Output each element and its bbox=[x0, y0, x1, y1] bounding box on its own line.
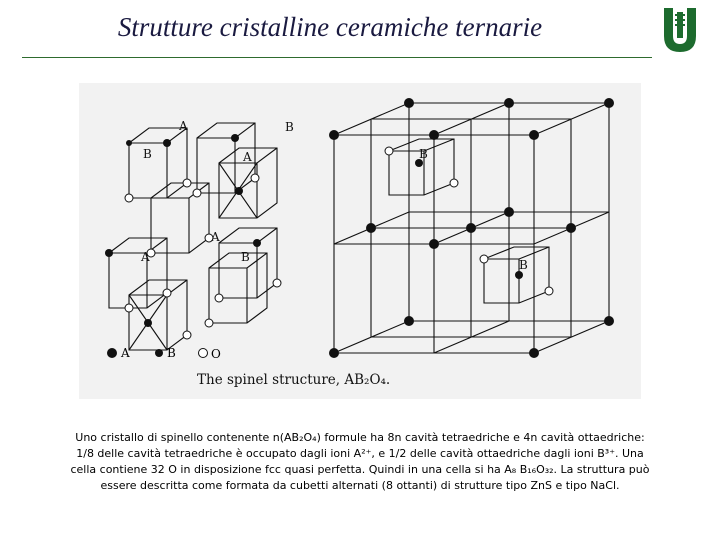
small-cube-lower-left bbox=[109, 238, 167, 308]
cube-label-7: A bbox=[211, 230, 220, 244]
cube-label-3: B bbox=[143, 147, 152, 161]
small-cube-bottom-left bbox=[129, 280, 187, 350]
body-line-1: Uno cristallo di spinello contenente n(AB₂O₄) formule ha 8n cavità tetraedriche e 4n cavità ottaedriche: bbox=[75, 431, 645, 444]
cube-label-1: A bbox=[179, 119, 188, 133]
legend-o: O bbox=[211, 347, 221, 361]
legend bbox=[107, 346, 221, 361]
small-cube-bottom-right bbox=[209, 253, 267, 323]
cube-label-6: B bbox=[241, 250, 250, 264]
body-line-3: cella contiene 32 O in disposizione fcc quasi perfetta. Quindi in una cella si ha A₈ B₁₆O₃₂. La struttura può bbox=[70, 463, 650, 476]
cube-label-9: B bbox=[519, 258, 528, 272]
cube-label-2: B bbox=[285, 120, 294, 134]
legend-a: A bbox=[121, 346, 130, 360]
figure-caption: The spinel structure, AB₂O₄. bbox=[197, 372, 391, 388]
title-divider bbox=[22, 57, 652, 58]
cube-label-5: A bbox=[141, 250, 150, 264]
spinel-structure-figure bbox=[79, 83, 641, 399]
cube-label-4: A bbox=[243, 150, 252, 164]
small-cube-top-left bbox=[129, 128, 187, 198]
body-line-4: essere descritta come formata da cubetti alternati (8 ottanti) di strutture tipo ZnS e tipo NaCl. bbox=[100, 479, 620, 492]
body-line-2: 1/8 delle cavità tetraedriche è occupato dagli ioni A²⁺, e 1/2 delle cavità ottaedriche dagli ioni B³⁺. Una bbox=[76, 447, 644, 460]
university-logo-icon bbox=[660, 6, 700, 54]
body-text bbox=[30, 430, 690, 494]
page-title: Strutture cristalline ceramiche ternarie bbox=[117, 12, 543, 42]
cube-label-8: B bbox=[419, 147, 428, 161]
legend-b: B bbox=[167, 346, 176, 360]
